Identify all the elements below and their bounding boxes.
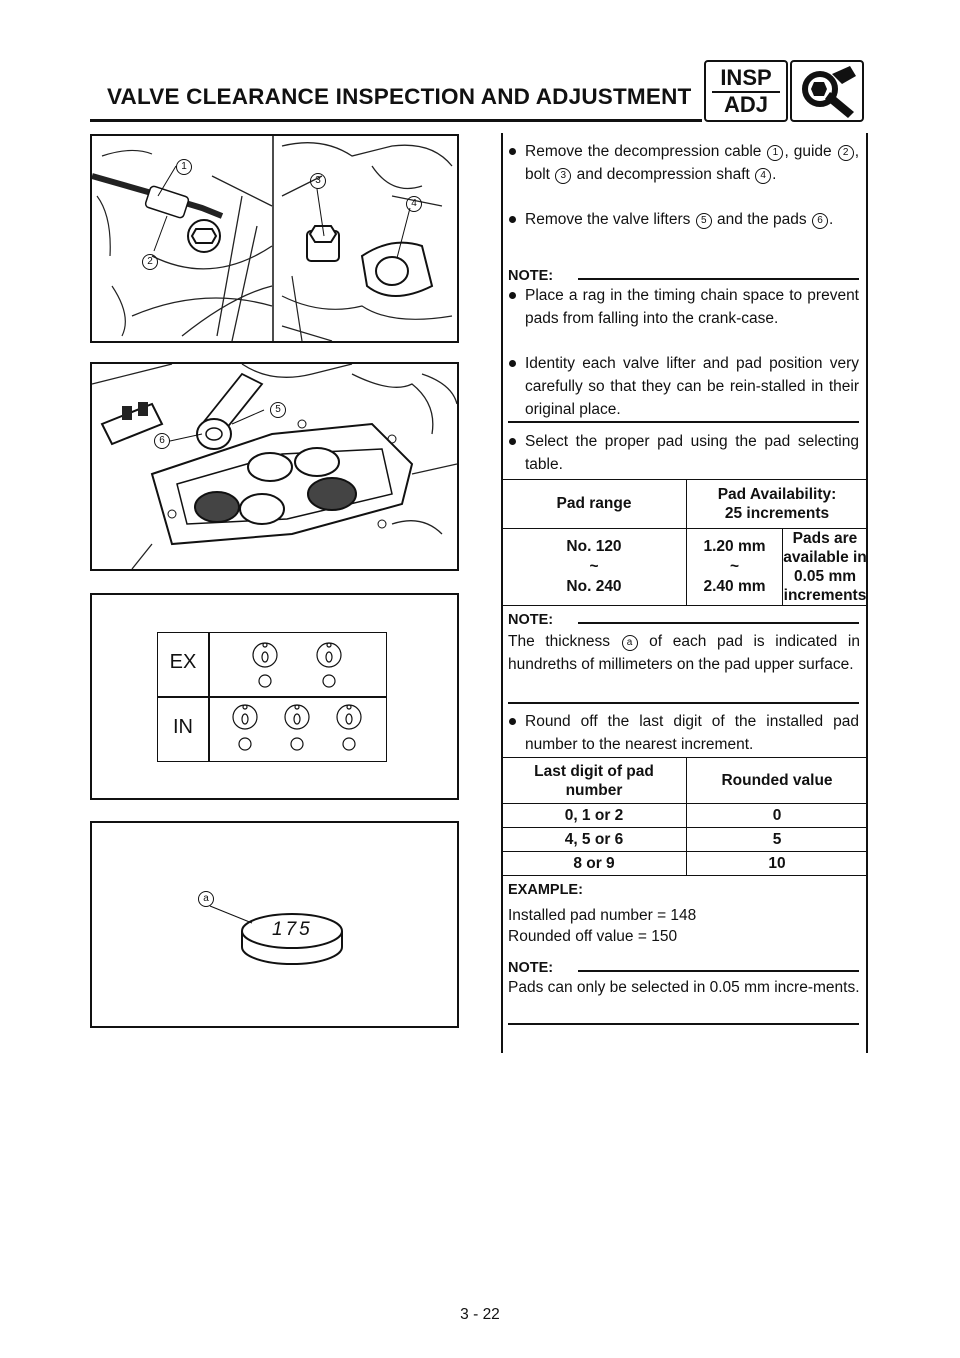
page-number: 3 - 22: [460, 1306, 500, 1323]
round-cell: 0: [687, 804, 868, 828]
in-label: IN: [173, 716, 193, 738]
round-header-value: Rounded value: [687, 758, 868, 804]
section-badge: [704, 60, 867, 122]
wrench-magnifier-icon: [790, 60, 864, 122]
note-rule: [578, 278, 859, 280]
badge-insp-text: INSP: [720, 65, 772, 90]
pad-table-header-availability: Pad Availability: 25 increments: [687, 480, 868, 529]
round-cell: 10: [687, 852, 868, 876]
round-cell: 8 or 9: [502, 852, 687, 876]
figure-pad-thickness: [90, 821, 459, 1028]
callout-3: 3: [310, 173, 326, 189]
pad-table-header-range: Pad range: [502, 480, 687, 529]
note-pad-thickness: The thickness a of each pad is indicated in hundreths of millimeters on the pad upper surface.: [508, 633, 860, 673]
callout-1: 1: [176, 159, 192, 175]
figure-decompression: [90, 134, 459, 343]
pad-range-table: [501, 479, 868, 606]
insp-adj-box: [704, 60, 788, 122]
callout-5: 5: [270, 402, 286, 418]
note-rule: [578, 622, 859, 624]
page-title: VALVE CLEARANCE INSPECTION AND ADJUSTMENT: [107, 84, 692, 109]
note-label-2: NOTE:: [508, 612, 554, 628]
round-header-digit: Last digit of pad number: [502, 758, 687, 804]
callout-2: 2: [142, 254, 158, 270]
callout-a: a: [198, 891, 214, 907]
rounding-table: [501, 757, 868, 876]
pad-position-grid: [157, 632, 387, 762]
example-line-1: Installed pad number = 148: [508, 907, 697, 924]
pad-table-mm-range: 1.20 mm ~ 2.40 mm: [687, 529, 783, 606]
step-round-off: Round off the last digit of the installed pad number to the nearest increment.: [507, 710, 859, 756]
pad-table-number-range: No. 120 ~ No. 240: [502, 529, 687, 606]
figure-valve-lifters: [90, 362, 459, 571]
example-label: EXAMPLE:: [508, 882, 583, 898]
note-item-rag: Place a rag in the timing chain space to prevent pads from falling into the crank-case.: [507, 284, 859, 330]
step-remove-decompression: Remove the decompression cable 1 , guide 2 , bolt 3 and decompression shaft 4 .: [507, 140, 859, 186]
callout-6: 6: [154, 433, 170, 449]
round-cell: 4, 5 or 6: [502, 828, 687, 852]
badge-adj-text: ADJ: [723, 92, 768, 117]
round-cell: 5: [687, 828, 868, 852]
note-label-3: NOTE:: [508, 960, 554, 976]
note-label-1: NOTE:: [508, 268, 554, 284]
note-end-rule: [508, 421, 859, 423]
pad-table-increments: Pads are available in 0.05 mm increments: [783, 530, 867, 604]
round-cell: 0, 1 or 2: [502, 804, 687, 828]
example-line-2: Rounded off value = 150: [508, 928, 678, 945]
step-remove-lifters: Remove the valve lifters 5 and the pads 6 .: [507, 208, 859, 231]
note-pad-selection: Pads can only be selected in 0.05 mm incre-ments.: [508, 979, 860, 996]
callout-4: 4: [406, 196, 422, 212]
step-select-pad: Select the proper pad using the pad selecting table.: [507, 430, 859, 476]
note-rule: [578, 970, 859, 972]
note-end-rule: [508, 702, 859, 704]
figure-pad-positions: [90, 593, 459, 800]
ex-label: EX: [169, 651, 197, 673]
header-rule: [90, 119, 702, 122]
pad-number-marking: 175: [272, 919, 313, 940]
note-item-identify: Identity each valve lifter and pad position very carefully so that they can be rein-stalled in their original place.: [507, 352, 859, 421]
note-end-rule: [508, 1023, 859, 1025]
